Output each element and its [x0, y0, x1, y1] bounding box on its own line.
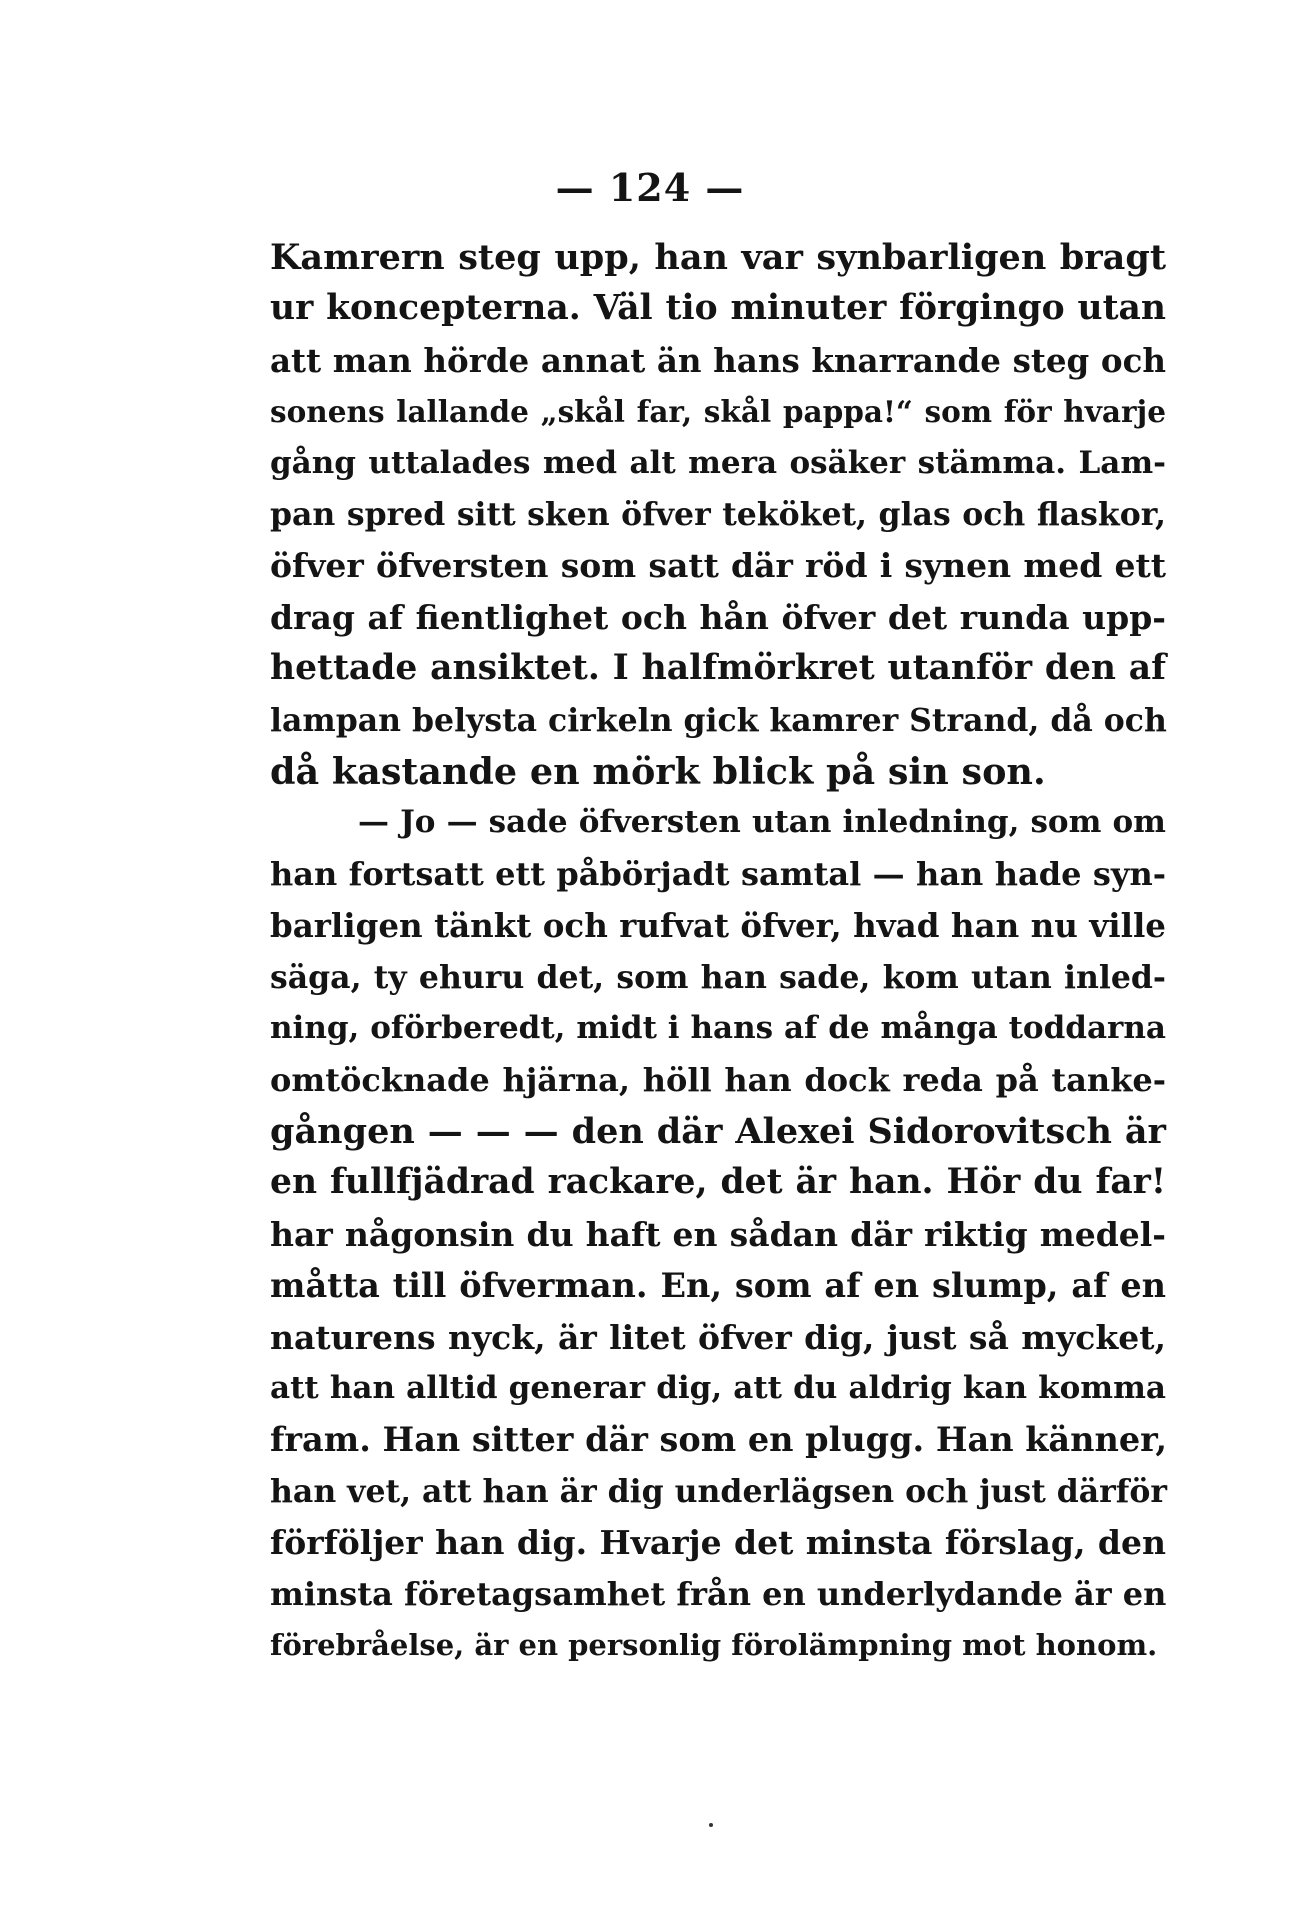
- text-line: gången — — — den där Alexei Sidorovitsch är: [270, 1110, 1166, 1152]
- body-text: [270, 232, 1166, 1671]
- paragraph: [270, 232, 1166, 797]
- text-line: — Jo — sade öfversten utan inledning, som om: [358, 804, 1166, 841]
- text-line: har någonsin du haft en sådan där riktig medel-: [270, 1214, 1166, 1254]
- text-line: naturens nyck, är litet öfver dig, just så mycket,: [270, 1317, 1166, 1357]
- text-line: Kamrern steg upp, han var synbarligen bragt: [270, 237, 1166, 278]
- text-line: säga, ty ehuru det, som han sade, kom utan inled-: [270, 958, 1166, 996]
- text-line: fram. Han sitter där som en plugg. Han känner,: [270, 1420, 1168, 1460]
- ink-speck: [709, 1823, 713, 1827]
- paragraph: [270, 797, 1166, 1671]
- text-line: hettade ansiktet. I halfmörkret utanför den af: [270, 648, 1166, 689]
- text-line: minsta företagsamhet från en underlydande är en: [270, 1574, 1167, 1613]
- text-line: måtta till öfverman. En, som af en slump, af en: [270, 1266, 1166, 1306]
- text-line: pan spred sitt sken öfver teköket, glas och flaskor,: [270, 496, 1166, 534]
- text-line: att han alltid generar dig, att du aldrig kan komma: [270, 1369, 1166, 1406]
- text-line: sonens lallande „skål far, skål pappa!“ som för hvarje: [270, 394, 1166, 430]
- text-line: drag af fientlighet och hån öfver det runda upp-: [270, 597, 1166, 637]
- text-line: gång uttalades med alt mera osäker stämma. Lam-: [270, 444, 1166, 481]
- text-line: lampan belysta cirkeln gick kamrer Strand, då och: [270, 701, 1167, 739]
- text-line: omtöcknade hjärna, höll han dock reda på tanke-: [270, 1060, 1166, 1099]
- page-number: — 124 —: [555, 165, 745, 210]
- text-line: han vet, att han är dig underlägsen och just därför: [270, 1472, 1167, 1510]
- text-line: förebråelse, är en personlig förolämpning mot honom.: [270, 1627, 1158, 1662]
- text-line: han fortsatt ett påbörjadt samtal — han hade syn-: [270, 854, 1166, 893]
- text-line: att man hörde annat än hans knarrande steg och: [270, 340, 1166, 380]
- text-line: förföljer han dig. Hvarje det minsta förslag, den: [270, 1523, 1166, 1563]
- text-line: barligen tänkt och rufvat öfver, hvad han nu ville: [270, 906, 1166, 946]
- text-line: ur koncepterna. Väl tio minuter förgingo utan: [270, 288, 1166, 329]
- text-line: öfver öfversten som satt där röd i synen med ett: [270, 546, 1166, 586]
- text-line: ning, oförberedt, midt i hans af de många toddarna: [270, 1010, 1166, 1047]
- text-line: en fullfjädrad rackare, det är han. Hör du far!: [270, 1162, 1166, 1203]
- text-line: då kastande en mörk blick på sin son.: [270, 750, 1046, 794]
